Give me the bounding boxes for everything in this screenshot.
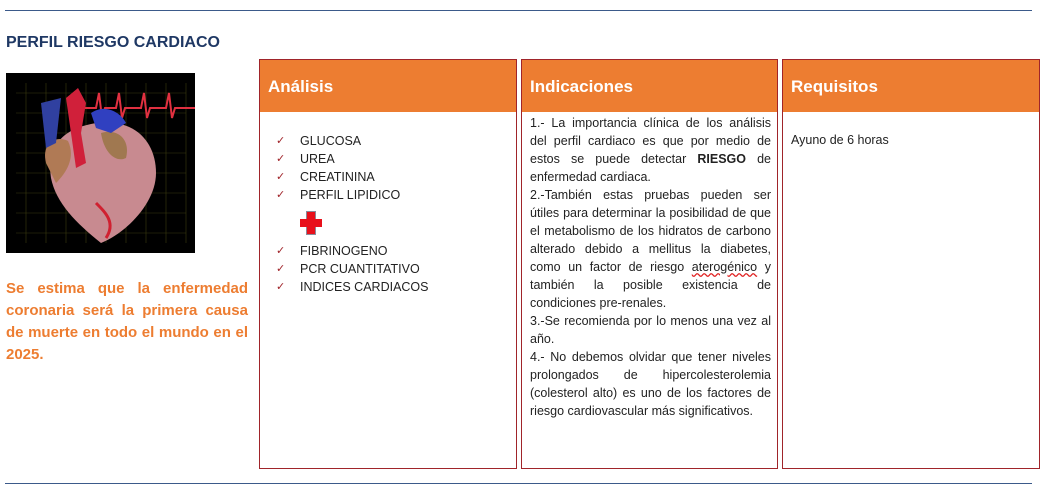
list-item: ✓ UREA	[276, 152, 335, 166]
requisitos-column	[782, 59, 1040, 469]
requisitos-text: Ayuno de 6 horas	[791, 133, 889, 147]
requisitos-header: Requisitos	[783, 60, 1039, 112]
list-item: ✓ CREATININA	[276, 170, 375, 184]
analisis-list-b	[276, 242, 516, 296]
analisis-column	[259, 59, 517, 469]
check-icon: ✓	[276, 281, 286, 293]
indicacion-1: 1.- La importancia clínica de los análisis del perfil cardiaco es que por medio de estos se puede detectar RIESGO de enfermedad cardiaca.	[530, 116, 771, 184]
check-icon: ✓	[276, 245, 286, 257]
list-item: ✓ GLUCOSA	[276, 134, 362, 148]
indicaciones-column	[521, 59, 778, 469]
analisis-list-a	[276, 132, 516, 204]
page-title: PERFIL RIESGO CARDIACO	[6, 34, 220, 51]
top-rule	[5, 10, 1032, 11]
analisis-header: Análisis	[260, 60, 516, 112]
check-icon: ✓	[276, 263, 286, 275]
check-icon: ✓	[276, 153, 286, 165]
plus-icon	[300, 212, 322, 234]
check-icon: ✓	[276, 189, 286, 201]
indicacion-3: 3.-Se recomienda por lo menos una vez al año.	[530, 314, 771, 346]
list-item: ✓ FIBRINOGENO	[276, 244, 388, 258]
list-item: ✓ PCR CUANTITATIVO	[276, 262, 420, 276]
indicacion-2: 2.-También estas pruebas pueden ser útiles para determinar la posibilidad de que el metabolismo de los hidratos de carbono alterado debido a mellitus la diabetes, como un factor de riesgo aterogénico y también la posible existencia de condiciones pre-renales.	[530, 188, 771, 310]
list-item: ✓ INDICES CARDIACOS	[276, 280, 429, 294]
check-icon: ✓	[276, 135, 286, 147]
spellcheck-word: aterogénico	[691, 260, 758, 274]
indicaciones-header: Indicaciones	[522, 60, 777, 112]
statement-text: Se estima que la enfermedad coronaria será la primera causa de muerte en todo el mundo en el 2025.	[6, 280, 248, 363]
indicacion-4: 4.- No debemos olvidar que tener niveles prolongados de hipercolesterolemia (colesterol alto) es uno de los factores de riesgo cardiovascular más significativos.	[530, 350, 771, 418]
heart-image	[6, 73, 195, 253]
check-icon: ✓	[276, 171, 286, 183]
bottom-rule	[5, 483, 1032, 484]
list-item: ✓ PERFIL LIPIDICO	[276, 188, 401, 202]
